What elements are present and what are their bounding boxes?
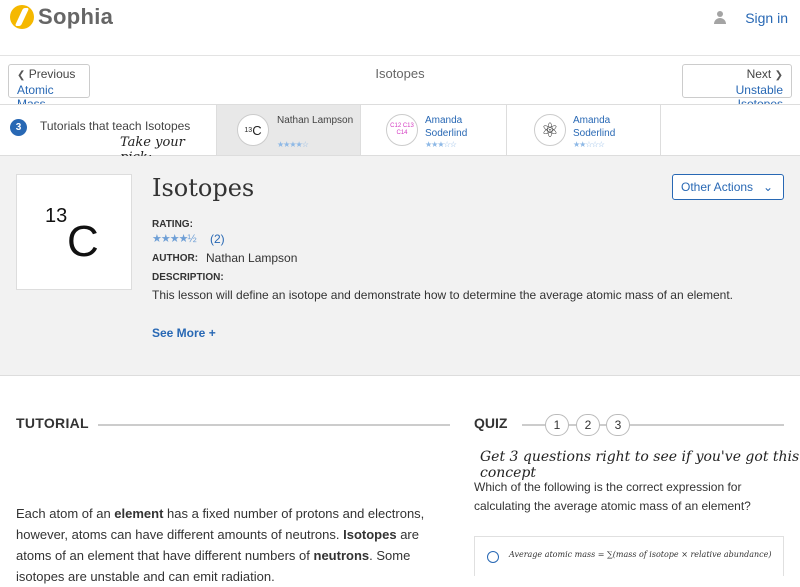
other-actions-button[interactable]: [672, 174, 784, 200]
sophia-logo[interactable]: [10, 4, 113, 30]
next-button[interactable]: [682, 64, 792, 98]
tutorial-body: [16, 503, 444, 587]
tutorial-text: has a fixed number of protons and electrons, however, atoms can have different amounts of neutrons.: [16, 506, 425, 542]
author-label: AUTHOR:: [152, 253, 199, 264]
nav-title: Isotopes: [375, 66, 425, 81]
term-element: element: [114, 506, 164, 521]
sign-in-label: Sign in: [745, 10, 788, 26]
tutorial-author: Amanda Soderlind: [425, 115, 468, 139]
tutorial-picker-label: Tutorials that teach Isotopes: [40, 119, 191, 133]
rating-label: RATING:: [152, 219, 193, 230]
tutorial-author: Nathan Lampson: [277, 115, 354, 126]
tutorial-card-1[interactable]: [216, 105, 360, 155]
see-more-link[interactable]: See More +: [152, 326, 216, 340]
lesson-summary: [0, 156, 800, 376]
tutorial-rating-stars: ★★★★☆: [277, 140, 308, 149]
chevron-left-icon: ❮: [17, 70, 26, 81]
previous-lesson-link: Atomic: [17, 83, 54, 97]
tutorial-thumbnail: $^{13}$C: [237, 114, 269, 146]
tutorial-author: Amanda Soderlind: [573, 115, 616, 139]
chevron-right-icon: ❯: [774, 70, 783, 81]
tutorial-count-badge: 3: [10, 119, 27, 136]
tutorial-text: are atoms of an element that have different numbers of: [16, 527, 419, 563]
tutorial-rating-stars: ★★★☆☆: [425, 140, 456, 149]
quiz-heading: QUIZ: [474, 415, 508, 431]
quiz-answer-option[interactable]: [474, 536, 784, 576]
tutorial-thumbnail: C12 C13 C14: [386, 114, 418, 146]
term-neutrons: neutrons: [313, 548, 370, 563]
next-lesson-link: Unstable: [735, 83, 783, 97]
author-name: Nathan Lampson: [206, 251, 298, 265]
user-icon: [713, 11, 727, 25]
next-label: Next: [746, 67, 772, 81]
tutorial-heading: TUTORIAL: [16, 415, 89, 431]
lesson-nav: [0, 56, 800, 104]
quiz-step-2[interactable]: 2: [576, 414, 600, 436]
top-bar: [0, 0, 800, 56]
quiz-step-3[interactable]: 3: [606, 414, 630, 436]
tutorial-text: Each atom of an: [16, 506, 115, 521]
atom-icon: ⚛: [534, 114, 566, 146]
tutorial-text: . Some isotopes are unstable and can emit radiation.: [16, 548, 411, 584]
tutorial-card-3[interactable]: [506, 105, 660, 155]
term-isotopes: Isotopes: [343, 527, 397, 542]
sophia-logo-icon: [10, 5, 34, 29]
answer-text: Average atomic mass = ∑(mass of isotope × relative abundance): [509, 550, 772, 559]
answer-radio[interactable]: [487, 551, 499, 563]
brand-name: Sophia: [38, 4, 114, 29]
quiz-step-1[interactable]: 1: [545, 414, 569, 436]
description-label: DESCRIPTION:: [152, 272, 224, 283]
tutorial-picker-header: [0, 105, 216, 155]
sign-in-link[interactable]: [713, 10, 788, 26]
rating-stars: ★★★★½: [152, 233, 196, 245]
lesson-image-symbol: C: [67, 217, 99, 266]
lesson-image-superscript: 13: [45, 205, 68, 227]
take-your-pick-label: Take your: [120, 135, 185, 150]
lesson-description: This lesson will define an isotope and demonstrate how to determine the average atomic mass of an element.: [152, 288, 733, 302]
chevron-down-icon: ⌄: [762, 180, 773, 194]
tutorial-picker: [0, 104, 800, 156]
lesson-title: Isotopes: [152, 174, 255, 202]
previous-label: Previous: [28, 67, 76, 81]
divider: [98, 424, 450, 426]
tutorial-card-empty: [660, 105, 800, 155]
other-actions-label: Other Actions: [681, 180, 754, 194]
tutorial-card-2[interactable]: [360, 105, 506, 155]
quiz-hint: Get 3 questions right to see if you've got this concept: [480, 449, 800, 481]
tutorial-rating-stars: ★★☆☆☆: [573, 140, 604, 149]
lesson-image: [16, 174, 132, 290]
quiz-question: Which of the following is the correct expression for calculating the average atomic mass of an element?: [474, 480, 751, 513]
rating-count-link[interactable]: (2): [210, 232, 225, 246]
